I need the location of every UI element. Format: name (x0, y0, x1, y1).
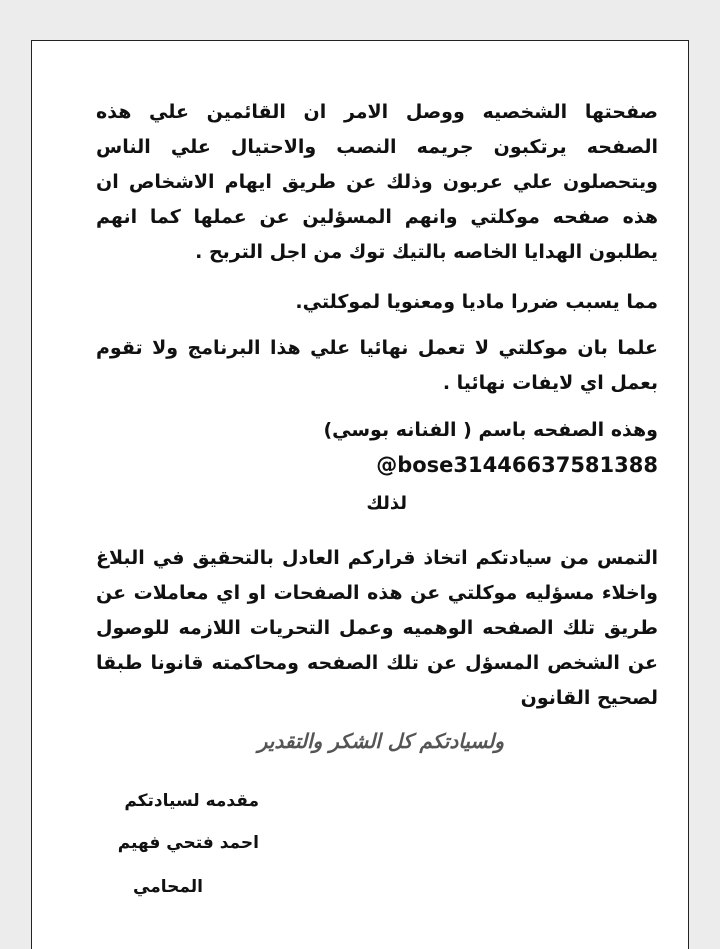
paragraph-client-not-active: علما بان موكلتي لا تعمل نهائيا علي هذا البرنامج ولا تقوم بعمل اي لايفات نهائيا . (96, 337, 658, 394)
signature-presented-by: مقدمه لسيادتكم (124, 791, 259, 811)
paragraph-damage: مما يسبب ضررا ماديا ومعنويا لموكلتي. (295, 291, 658, 313)
signature-name: احمد فتحي فهيم (117, 833, 259, 853)
therefore-heading: لذلك (366, 493, 407, 514)
paragraph-fraud-description: صفحتها الشخصيه ووصل الامر ان القائمين علي هذه الصفحه يرتكبون جريمه النصب والاحتيال علي الناس ويتحصلون علي عربون وذلك عن طريق ايهام الاشخاص ان هذه صفحه موكلتي وانهم المسؤلين عن عملها كما انهم يطلبون الهدايا الخاصه بالتيك توك من اجل التربح . (96, 101, 658, 263)
account-handle: @bose31446637581388 (376, 453, 658, 477)
thanks-line: ولسيادتكم كل الشكر والتقدير (257, 729, 504, 753)
document-page (31, 40, 689, 949)
paragraph-page-name: وهذه الصفحه باسم ( الفنانه بوسي) (323, 419, 658, 441)
paragraph-request: التمس من سيادتكم اتخاذ قراركم العادل بالتحقيق في البلاغ واخلاء مسؤليه موكلتي عن هذه الصفحات او اي معاملات عن طريق تلك الصفحه الوهميه وعمل التحريات اللازمه للوصول عن الشخص المسؤل عن تلك الصفحه ومحاكمته قانونا طبقا لصحيح القانون (96, 547, 658, 709)
signature-title: المحامي (133, 877, 203, 897)
